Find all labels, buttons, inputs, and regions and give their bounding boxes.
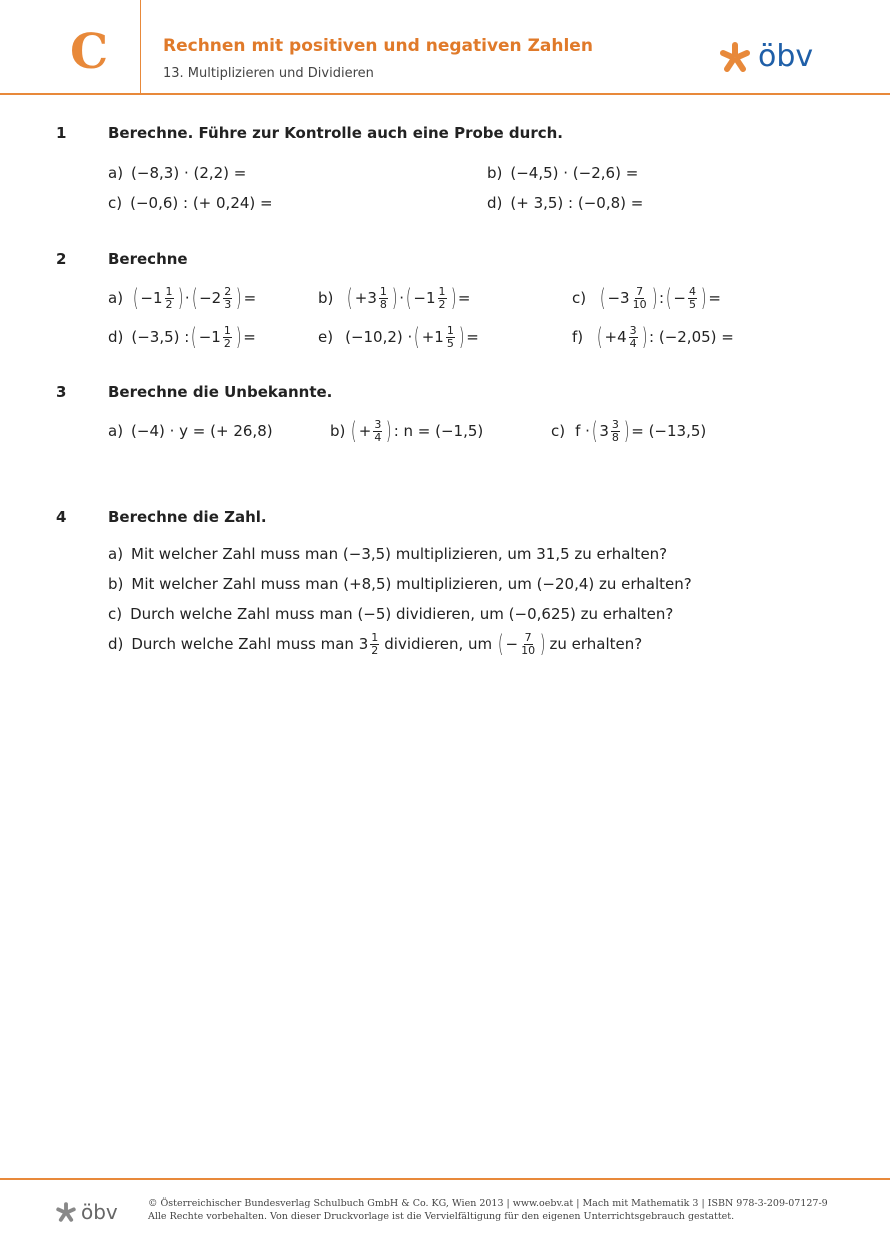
task-item: a) (−4) · y = (+ 26,8) (108, 422, 273, 440)
task-number: 2 (56, 250, 67, 268)
header-rule (0, 93, 890, 95)
logo-text: öbv (758, 39, 814, 74)
task-item: c) f · ( 3 $\frac{3}{8}$ ) = (−13,5) (551, 417, 707, 445)
fraction: $\frac{3}{8}$ (611, 417, 619, 444)
task-item: b) Mit welcher Zahl muss man (+8,5) multiplizieren, um (−20,4) zu erhalten? (108, 575, 692, 593)
task-item: c) (−0,6) : (+ 0,24) = (108, 194, 273, 212)
task-item: c) Durch welche Zahl muss man (−5) dividieren, um (−0,625) zu erhalten? (108, 605, 674, 623)
task-title: Berechne. Führe zur Kontrolle auch eine Probe durch. (108, 124, 563, 142)
task-item: a) ( −1 $\frac{1}{2}$ ) · ( −2 $\frac{2}{3}$ ) = (108, 284, 257, 312)
copyright-line: © Österreichischer Bundesverlag Schulbuch GmbH & Co. KG, Wien 2013 | www.oebv.at | Mach mit Mathematik 3 | ISBN 978-3-209-07127-9 (148, 1198, 828, 1209)
fraction: $\frac{3}{4}$ (374, 417, 382, 444)
task-item: d) (+ 3,5) : (−0,8) = (487, 194, 644, 212)
task-title: Berechne (108, 250, 188, 268)
task-number: 4 (56, 508, 67, 526)
footer-rule (0, 1178, 890, 1180)
task-title: Berechne die Zahl. (108, 508, 267, 526)
footer-logo (55, 1200, 118, 1224)
task-item: e) (−10,2) · ( +1 $\frac{1}{5}$ ) = (318, 323, 479, 351)
fraction: $\frac{1}{2}$ (165, 284, 173, 311)
fraction: $\frac{1}{8}$ (379, 284, 387, 311)
footer-logo-text: öbv (81, 1200, 118, 1224)
task-item: b) ( + $\frac{3}{4}$ ) : n = (−1,5) (330, 417, 484, 445)
task-item: d) Durch welche Zahl muss man 3 $\frac{1}{2}$ dividieren, um ( − $\frac{7}{10}$ ) zu erhalten? (108, 630, 643, 658)
task-item: a) (−8,3) · (2,2) = (108, 164, 247, 182)
fraction: $\frac{3}{4}$ (629, 323, 637, 350)
task-item: d) (−3,5) : ( −1 $\frac{1}{2}$ ) = (108, 323, 256, 351)
fraction: $\frac{1}{2}$ (438, 284, 446, 311)
obv-star-icon (718, 40, 752, 74)
obv-star-icon (55, 1201, 77, 1223)
task-item: b) ( +3 $\frac{1}{8}$ ) · ( −1 $\frac{1}{2}$ ) = (318, 284, 471, 312)
rights-line: Alle Rechte vorbehalten. Von dieser Druckvorlage ist die Vervielfältigung für den eigenen Unterrichtsgebrauch gestattet. (148, 1211, 735, 1222)
publisher-logo (718, 40, 813, 74)
page-title: Rechnen mit positiven und negativen Zahlen (163, 36, 593, 56)
task-title: Berechne die Unbekannte. (108, 383, 333, 401)
fraction: $\frac{7}{10}$ (632, 284, 647, 311)
fraction: $\frac{1}{2}$ (371, 630, 379, 657)
task-item: f) ( +4 $\frac{3}{4}$ ) : (−2,05) = (572, 323, 734, 351)
task-item: b) (−4,5) · (−2,6) = (487, 164, 639, 182)
task-item: c) ( −3 $\frac{7}{10}$ ) : ( − $\frac{4}{5}$ ) = (572, 284, 721, 312)
chapter-letter: C (70, 24, 109, 80)
fraction: $\frac{7}{10}$ (521, 630, 536, 657)
page-subtitle: 13. Multiplizieren und Dividieren (163, 66, 374, 81)
task-number: 3 (56, 383, 67, 401)
task-number: 1 (56, 124, 67, 142)
fraction: $\frac{2}{3}$ (224, 284, 232, 311)
header-divider (140, 0, 141, 94)
fraction: $\frac{1}{2}$ (223, 323, 231, 350)
fraction: $\frac{1}{5}$ (446, 323, 454, 350)
task-item: a) Mit welcher Zahl muss man (−3,5) multiplizieren, um 31,5 zu erhalten? (108, 545, 668, 563)
fraction: $\frac{4}{5}$ (689, 284, 696, 311)
